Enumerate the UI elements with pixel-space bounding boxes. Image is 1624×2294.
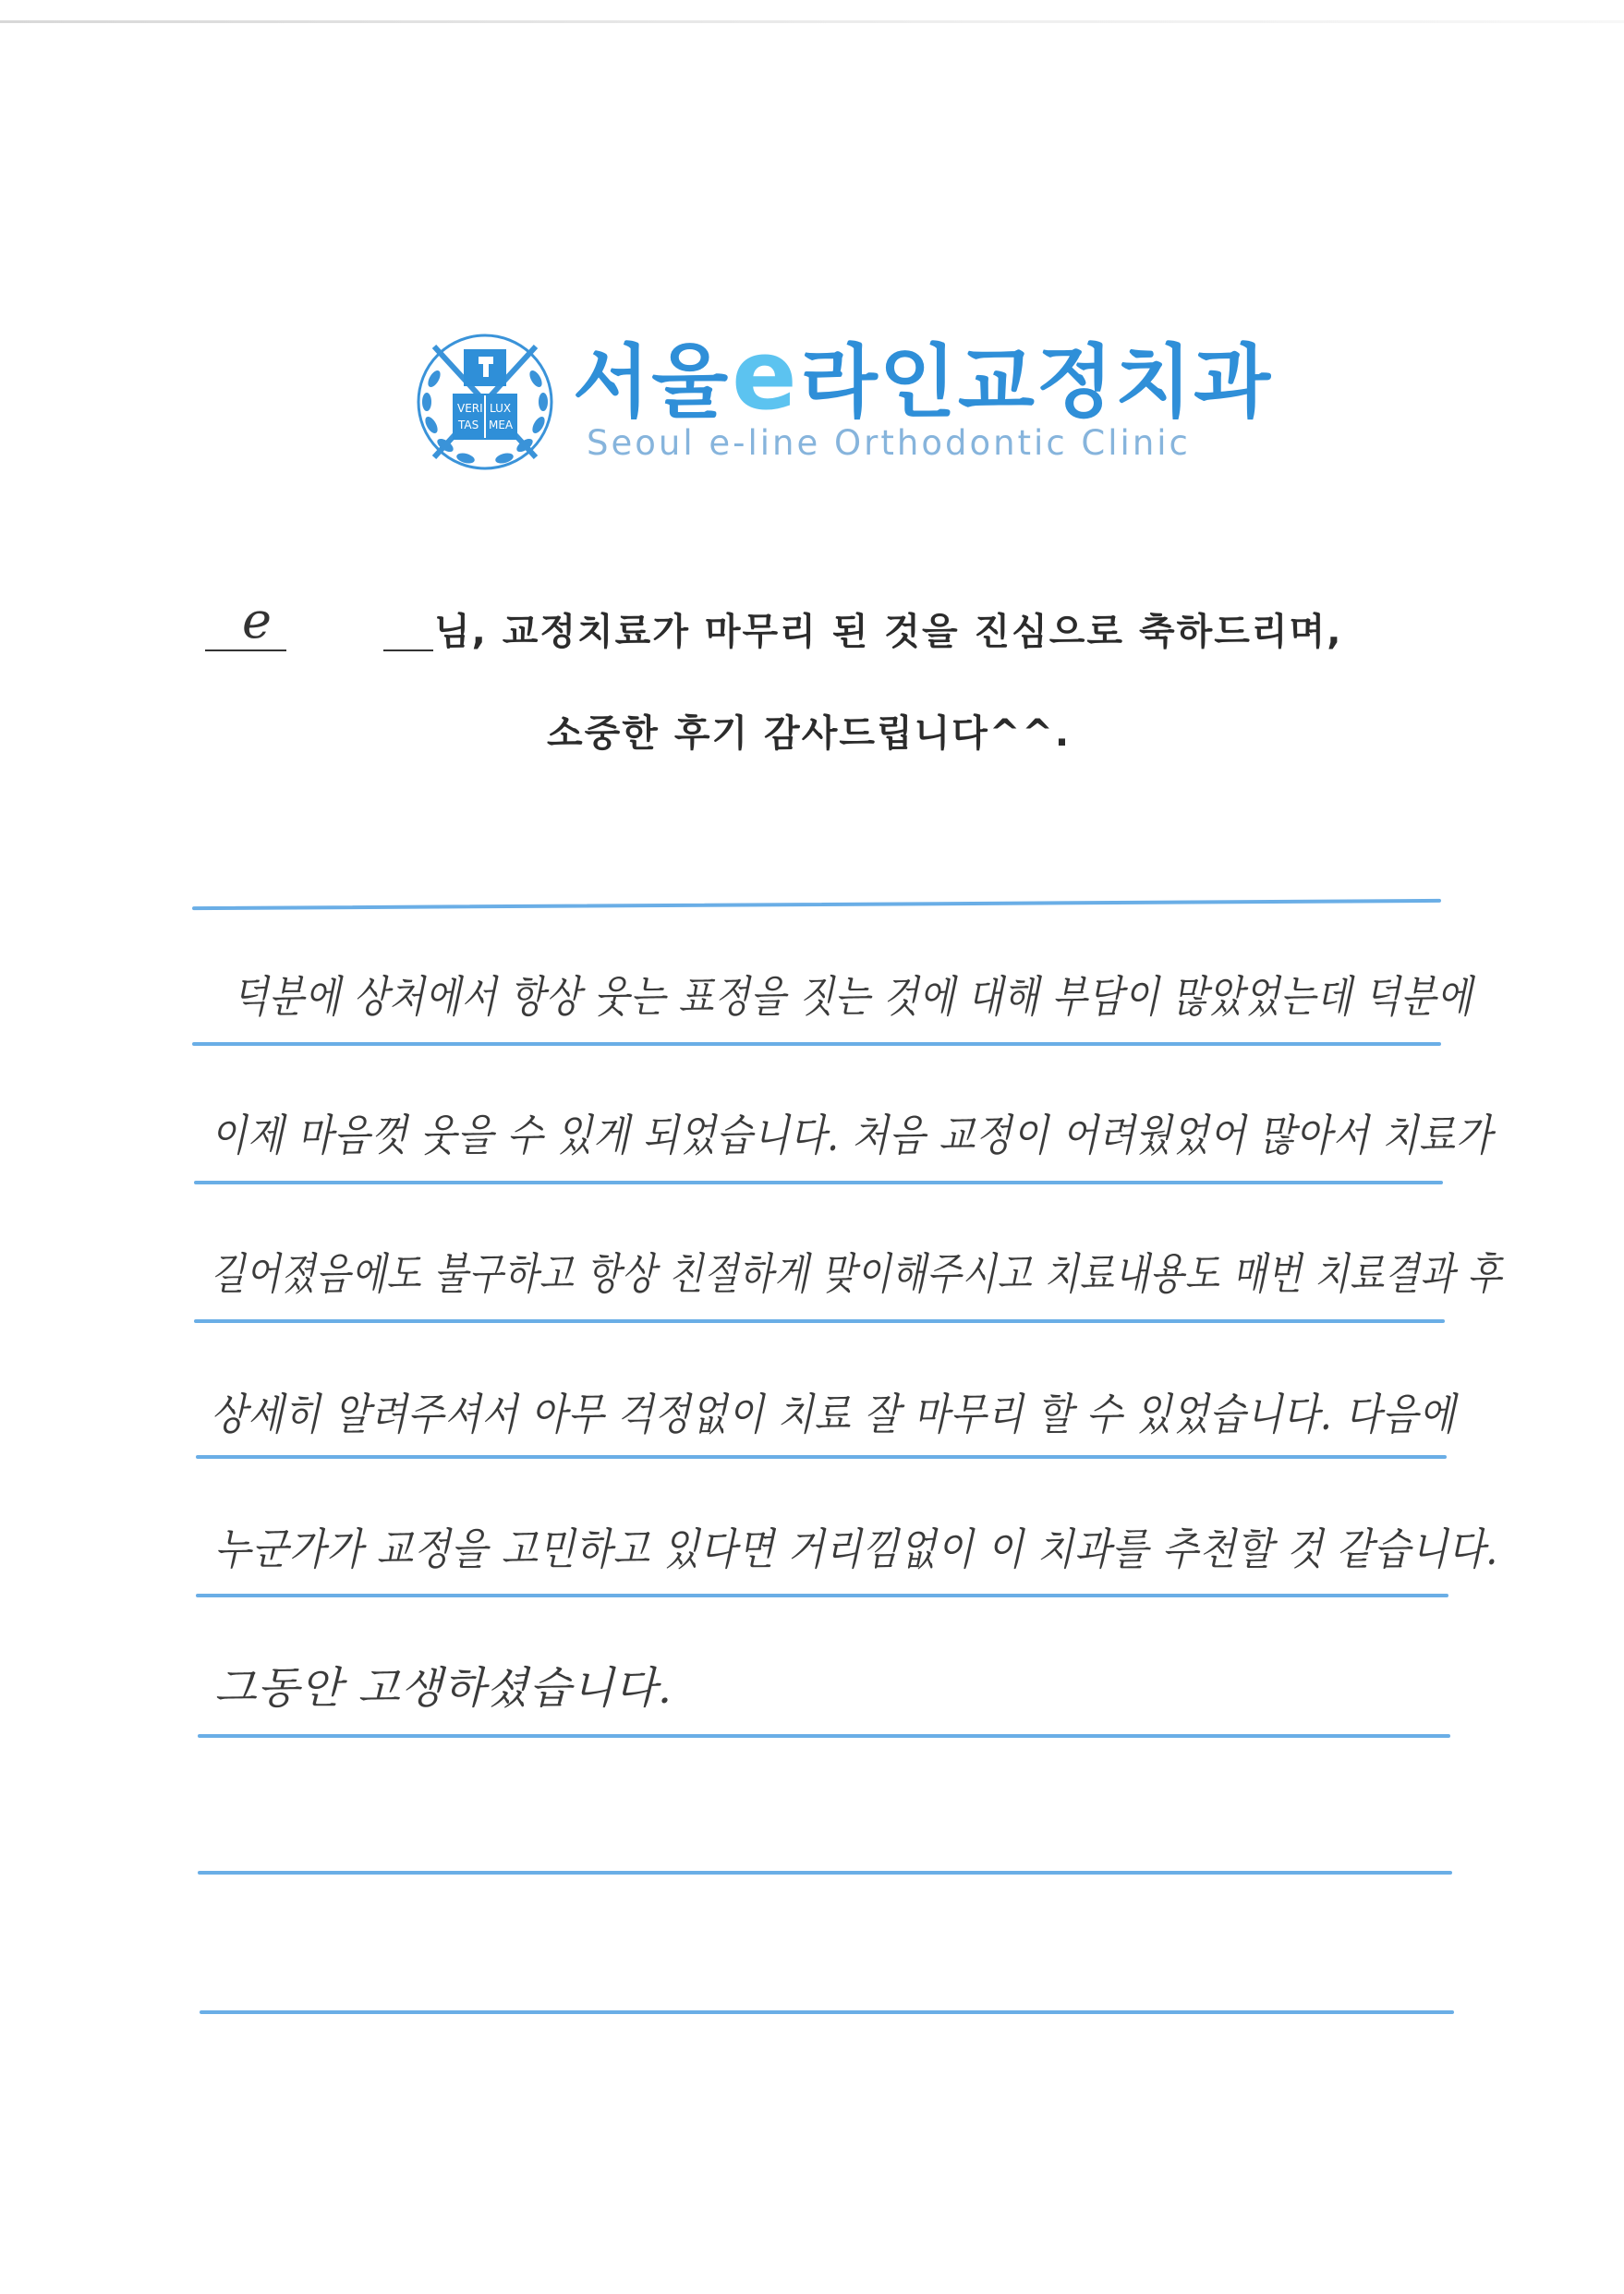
ruled-line: [200, 2010, 1454, 2014]
clinic-name-pre: 서울: [573, 336, 731, 429]
name-blank-underline: [205, 649, 286, 651]
review-line-2: 이제 마음껏 웃을 수 있게 되었습니다. 처음 교정이 어려웠었어 많아서 치료가: [211, 1111, 1493, 1161]
clinic-name: [573, 319, 1273, 431]
name-blank-underline-2: [383, 649, 433, 651]
university-emblem-icon: [406, 323, 564, 480]
clinic-english-name: Seoul e-line Orthodontic Clinic: [587, 423, 1191, 463]
review-line-4: 상세히 알려주셔서 아무 걱정없이 치료 잘 마무리 할 수 있었습니다. 다음에: [211, 1390, 1456, 1440]
emblem-text-mea: MEA: [489, 419, 514, 431]
ruled-line: [192, 1042, 1441, 1046]
patient-name-initial: e: [242, 591, 272, 649]
ruled-line: [192, 899, 1441, 910]
emblem-text-veri: VERI: [457, 402, 483, 415]
clinic-name-e: e: [732, 319, 799, 431]
scan-edge: [0, 20, 1624, 23]
ruled-line: [196, 1455, 1447, 1459]
ruled-line: [196, 1594, 1448, 1597]
greeting-line-1: 님, 교정치료가 마무리 된 것을 진심으로 축하드리며,: [434, 611, 1343, 653]
review-line-3: 길어졌음에도 불구하고 항상 친절하게 맞이해주시고 치료내용도 매번 치료결과 후: [211, 1249, 1503, 1300]
ruled-line: [198, 1734, 1450, 1738]
clinic-logo: [406, 319, 1273, 490]
emblem-text-lux: LUX: [490, 402, 512, 415]
ruled-line: [194, 1181, 1443, 1184]
review-line-6: 그동안 고생하셨습니다.: [214, 1663, 673, 1714]
greeting-line-2: 소중한 후기 감사드립니다^^.: [547, 712, 1072, 755]
clinic-name-post: 라인교정치과: [800, 336, 1273, 429]
ruled-line: [198, 1871, 1452, 1875]
ruled-line: [194, 1319, 1445, 1323]
review-line-1: 덕분에 상처에서 항상 웃는 표정을 짓는 것에 대해 부담이 많았었는데 덕분에: [233, 972, 1473, 1023]
emblem-text-tas: TAS: [458, 419, 479, 431]
review-line-5: 누군가가 교정을 고민하고 있다면 거리낌없이 이 치과를 추천할 것 같습니다.: [214, 1524, 1499, 1575]
